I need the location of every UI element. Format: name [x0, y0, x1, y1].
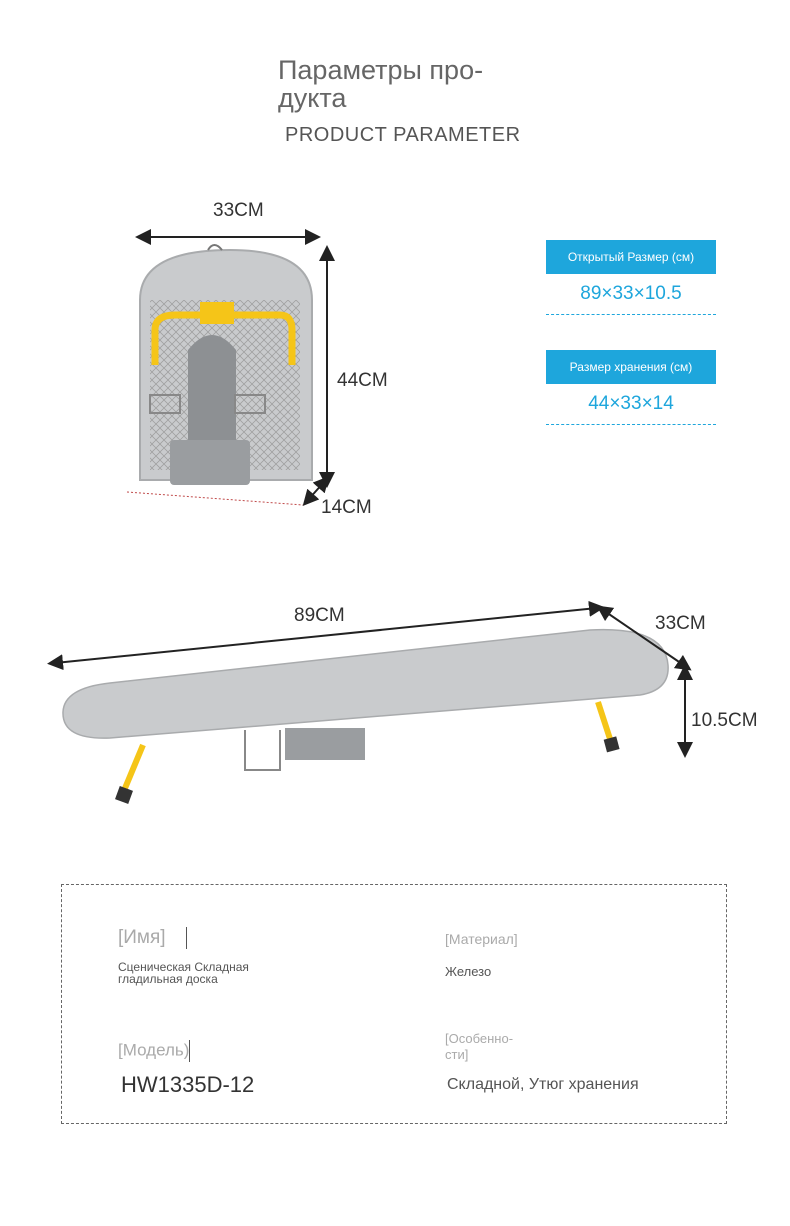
name-field-value: Сценическая Складная гладильная доска [118, 960, 249, 986]
page-title: Параметры про-дукта [278, 55, 484, 113]
material-field-label: [Материал] [445, 931, 518, 947]
folded-height-label: 44CM [337, 370, 388, 391]
open-length-label: 89CM [294, 605, 345, 626]
cursor-bar [186, 927, 187, 949]
name-field-label: [Имя] [118, 927, 187, 949]
model-field-label: [Модель) [118, 1040, 190, 1062]
open-size-label: Открытый Размер (см) [546, 240, 716, 274]
storage-size-label: Размер хранения (см) [546, 350, 716, 384]
page-subtitle: PRODUCT PARAMETER [285, 124, 521, 146]
open-height-label: 10.5CM [691, 710, 758, 731]
product-details-panel [61, 884, 727, 1124]
cursor-bar [189, 1040, 190, 1062]
feature-field-value: Складной, Утюг хранения [447, 1076, 639, 1093]
folded-depth-label: 14CM [321, 497, 372, 518]
model-field-value: HW1335D-12 [121, 1072, 255, 1097]
feature-field-label: [Особенно-сти] [445, 1031, 514, 1062]
open-board-image [63, 630, 668, 804]
material-field-value: Железо [445, 964, 492, 979]
storage-size-value: 44×33×14 [546, 384, 716, 425]
folded-board-image [127, 245, 312, 505]
open-width-label: 33CM [655, 613, 706, 634]
open-size-value: 89×33×10.5 [546, 274, 716, 315]
folded-width-label: 33CM [213, 200, 264, 221]
